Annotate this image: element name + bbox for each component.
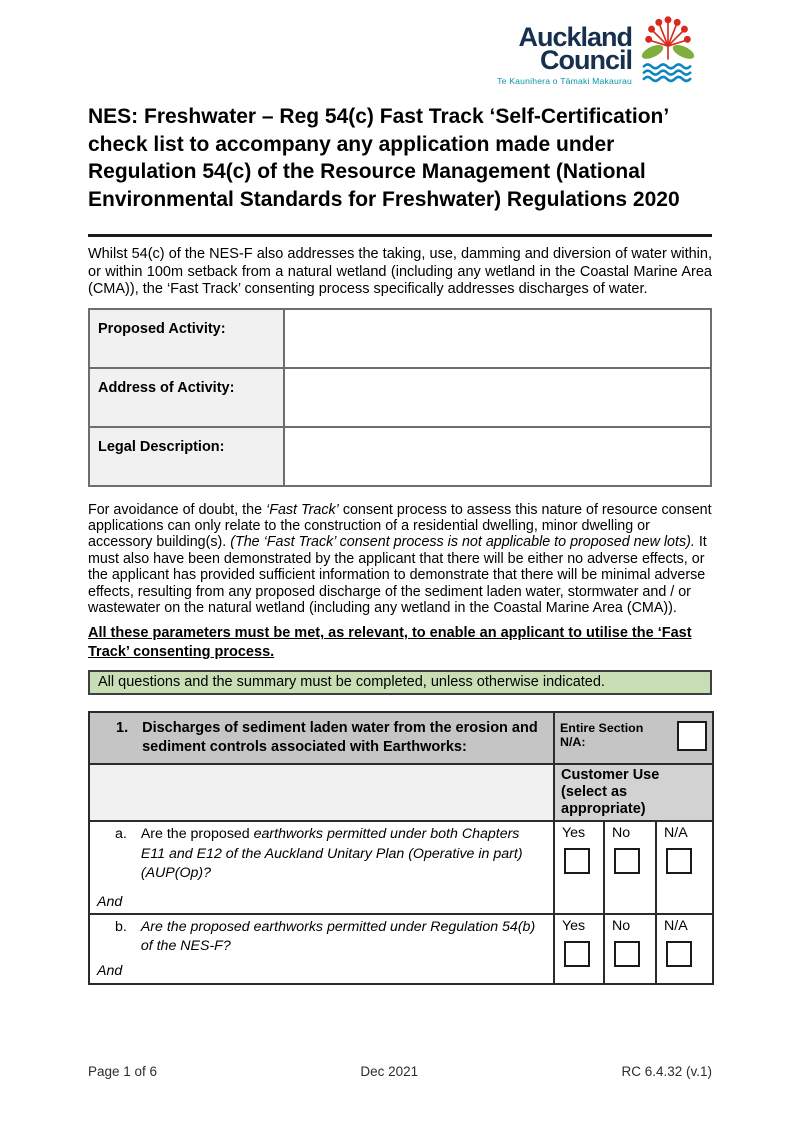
- question-b-na-checkbox[interactable]: [666, 941, 692, 967]
- table-row: [89, 427, 711, 486]
- and-label: And: [97, 962, 123, 979]
- entire-section-na-checkbox[interactable]: [677, 721, 707, 751]
- page-footer: [88, 1064, 712, 1079]
- na-label: N/A: [664, 825, 688, 842]
- section1-number: 1.: [116, 720, 129, 737]
- question-a-text: Are the proposed: [140, 826, 254, 843]
- and-label: And: [97, 893, 123, 910]
- avoidance-seg2: ‘Fast Track’: [266, 501, 339, 518]
- question-b-text-italic: Are the proposed earthworks permitted under Regulation 54(b) of the NES-F?: [140, 918, 536, 955]
- question-a-na-checkbox[interactable]: [666, 848, 692, 874]
- avoidance-seg3: consent process to assess this nature of resource consent applications can only relate to the construction of a residential dwelling, minor dwelling or accessory building(s).: [88, 501, 712, 551]
- address-of-activity-label: Address of Activity:: [89, 368, 284, 427]
- question-a-yes-cell: [554, 821, 604, 914]
- logo-tagline: Te Kaunihera o Tāmaki Makaurau: [497, 76, 632, 86]
- footer-doc-ref: RC 6.4.32 (v.1): [621, 1064, 712, 1079]
- question-a-no-cell: [604, 821, 656, 914]
- logo-text: [497, 13, 632, 86]
- page-title: NES: Freshwater – Reg 54(c) Fast Track ‘Self-Certification’ check list to accompany any application made under Regulation 54(c) of the Resource Management (National Environmental Standards for Freshwater) Regulations 2020: [88, 105, 680, 211]
- avoidance-seg4: (The ‘Fast Track’ consent process is not applicable to proposed new lots).: [230, 534, 695, 551]
- avoidance-seg1: For avoidance of doubt, the: [88, 501, 267, 518]
- yes-label: Yes: [562, 917, 586, 934]
- customer-use-label: Customer Use (select as appropriate): [554, 764, 713, 821]
- section1-heading-cell: [89, 712, 554, 764]
- intro-paragraph: Whilst 54(c) of the NES-F also addresses the taking, use, damming and diversion of water within, or within 100m setback from a natural wetland (including any wetland in the Coastal Marine Area (CMA)), the ‘Fast Track’ consenting process specifically addresses discharges of water.: [88, 246, 712, 297]
- question-a-na-cell: [656, 821, 713, 914]
- completion-notice: All questions and the summary must be completed, unless otherwise indicated.: [88, 670, 712, 695]
- question-b-na-cell: [656, 914, 713, 984]
- legal-description-field[interactable]: [284, 427, 711, 486]
- no-label: No: [612, 825, 631, 842]
- question-b-label: b.: [115, 918, 127, 935]
- auckland-council-logo: [497, 13, 697, 86]
- customer-use-row: [89, 764, 713, 821]
- details-table: [88, 308, 712, 487]
- section1-heading: Discharges of sediment laden water from the erosion and sediment controls associated with Earthworks:: [142, 720, 538, 756]
- proposed-activity-label: Proposed Activity:: [89, 309, 284, 368]
- na-label: N/A: [664, 917, 688, 934]
- question-a-row: [89, 821, 713, 914]
- question-b-yes-cell: [554, 914, 604, 984]
- avoidance-seg5: It must also have been demonstrated by the applicant that there will be either no adverse effects, or the applicant has provided sufficient information to demonstrate that there will be minimal adverse effects, resulting from any proposed discharge of the sediment laden water, stormwater and / or wastewater on the natural wetland (including any wetland in the Coastal Marine Area (CMA)).: [88, 534, 707, 616]
- question-a-yes-checkbox[interactable]: [564, 848, 590, 874]
- table-row: [89, 309, 711, 368]
- question-a-text-italic: earthworks permitted under both Chapters E11 and E12 of the Auckland Unitary Plan (Operative in part) (AUP(Op)?: [140, 826, 523, 882]
- parameters-statement: All these parameters must be met, as relevant, to enable an applicant to utilise the ‘Fast Track’ consenting process.: [88, 625, 692, 661]
- legal-description-label: Legal Description:: [89, 427, 284, 486]
- question-b-no-checkbox[interactable]: [614, 941, 640, 967]
- yes-label: Yes: [562, 825, 586, 842]
- question-a-no-checkbox[interactable]: [614, 848, 640, 874]
- blank-cell: [89, 764, 554, 821]
- logo-line-1: Auckland: [518, 22, 632, 52]
- no-label: No: [612, 917, 631, 934]
- entire-section-na-label: Entire Section N/A:: [560, 721, 644, 750]
- avoidance-paragraph: [88, 502, 712, 617]
- divider-rule: [88, 234, 712, 237]
- question-b-row: [89, 914, 713, 984]
- question-b-no-cell: [604, 914, 656, 984]
- question-b-yes-checkbox[interactable]: [564, 941, 590, 967]
- table-row: [89, 368, 711, 427]
- footer-date: Dec 2021: [360, 1064, 419, 1079]
- address-of-activity-field[interactable]: [284, 368, 711, 427]
- pohutukawa-flower-icon: [639, 13, 697, 83]
- proposed-activity-field[interactable]: [284, 309, 711, 368]
- question-a-cell: [89, 821, 554, 914]
- section1-header-row: [89, 712, 713, 764]
- question-a-label: a.: [115, 826, 127, 843]
- entire-section-na-cell: [554, 712, 713, 764]
- question-b-cell: [89, 914, 554, 984]
- section1-table: [88, 711, 714, 985]
- footer-page-number: Page 1 of 6: [88, 1064, 158, 1079]
- logo-line-2: Council: [540, 45, 632, 75]
